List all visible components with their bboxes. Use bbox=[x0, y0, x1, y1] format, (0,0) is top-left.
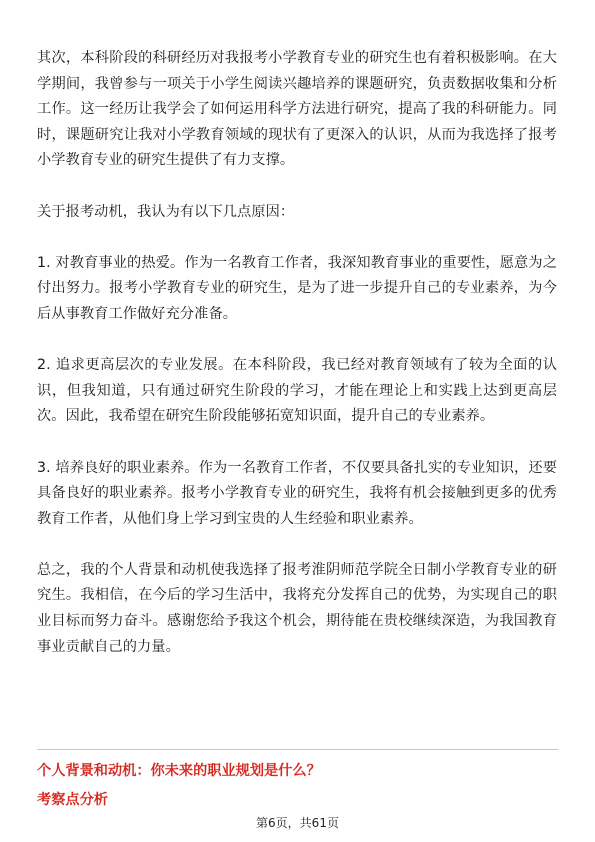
paragraph-reason-2: 2. 追求更高层次的专业发展。在本科阶段，我已经对教育领域有了较为全面的认识，但我知道，只有通过研究生阶段的学习，才能在理论上和实践上达到更高层次。因此，我希望在研究生阶段能够拓宽知识面，提升自己的专业素养。 bbox=[37, 357, 557, 425]
analysis-heading: 考察点分析 bbox=[37, 792, 108, 808]
paragraph-research-experience: 其次，本科阶段的科研经历对我报考小学教育专业的研究生也有着积极影响。在大学期间，我曾参与一项关于小学生阅读兴趣培养的课题研究，负责数据收集和分析工作。这一经历让我学会了如何运用科学方法进行研究，提高了我的科研能力。同时，课题研究让我对小学教育领域的现状有了更深入的认识，从而为我选择了报考小学教育专业的研究生提供了有力支撑。 bbox=[37, 50, 557, 169]
page-indicator: 第6页，共61页 bbox=[256, 816, 339, 830]
section-divider bbox=[37, 749, 558, 750]
paragraph-conclusion: 总之，我的个人背景和动机使我选择了报考淮阴师范学院全日制小学教育专业的研究生。我相信，在今后的学习生活中，我将充分发挥自己的优势，为实现自己的职业目标而努力奋斗。感谢您给予我这个机会，期待能在贵校继续深造，为我国教育事业贡献自己的力量。 bbox=[37, 561, 557, 655]
paragraph-reason-1: 1. 对教育事业的热爱。作为一名教育工作者，我深知教育事业的重要性，愿意为之付出努力。报考小学教育专业的研究生，是为了进一步提升自己的专业素养，为今后从事教育工作做好充分准备。 bbox=[37, 254, 557, 322]
document-body bbox=[37, 46, 557, 660]
next-question-heading: 个人背景和动机：你未来的职业规划是什么？ bbox=[37, 763, 321, 779]
page-footer bbox=[0, 814, 595, 832]
paragraph-reason-3: 3. 培养良好的职业素养。作为一名教育工作者，不仅要具备扎实的专业知识，还要具备良好的职业素养。报考小学教育专业的研究生，我将有机会接触到更多的优秀教育工作者，从他们身上学习到宝贵的人生经验和职业素养。 bbox=[37, 459, 557, 527]
paragraph-motivation-intro: 关于报考动机，我认为有以下几点原因： bbox=[37, 203, 295, 220]
